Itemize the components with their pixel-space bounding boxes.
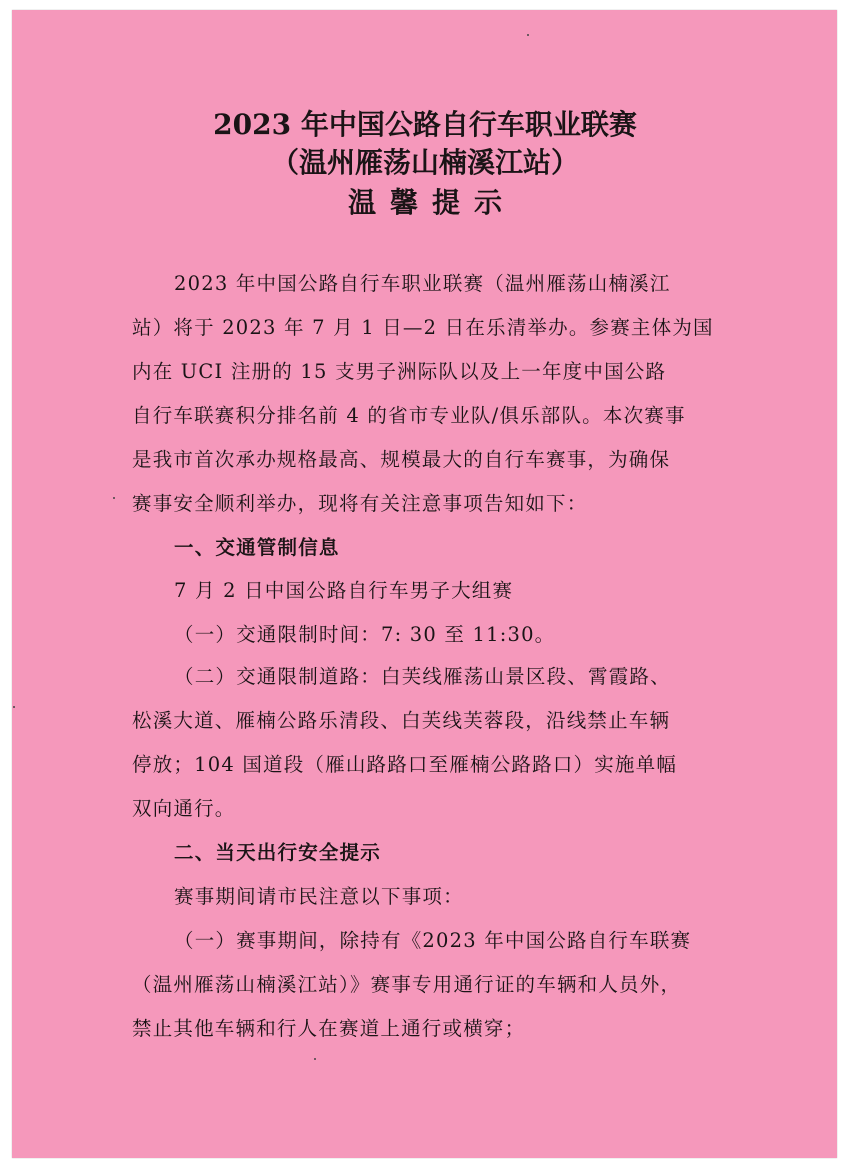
section-1-event: 7 月 2 日中国公路自行车男子大组赛 [174,579,514,602]
intro-line: 内在 UCI 注册的 15 支男子洲际队以及上一年度中国公路 [132,360,667,383]
intro-line: 自行车联赛积分排名前 4 的省市专业队/俱乐部队。本次赛事 [132,404,686,427]
scan-speck [314,1058,316,1060]
section-1-item-2-line: 松溪大道、雁楠公路乐清段、白芙线芙蓉段，沿线禁止车辆 [132,709,671,732]
scan-speck [13,706,15,708]
section-2-heading: 二、当天出行安全提示 [174,841,382,864]
intro-line: 赛事安全顺利举办，现将有关注意事项告知如下： [132,492,588,515]
title-line-2: （温州雁荡山楠溪江站） [270,146,579,179]
section-1-item-2-line: （二）交通限制道路：白芙线雁荡山景区段、霄霞路、 [174,665,671,688]
intro-line: 站）将于 2023 年 7 月 1 日—2 日在乐清举办。参赛主体为国 [132,316,714,339]
title-line-3: 温馨提示 [347,186,516,219]
scan-speck [527,34,529,36]
intro-line: 2023 年中国公路自行车职业联赛（温州雁荡山楠溪江 [174,272,671,295]
section-1-heading: 一、交通管制信息 [174,536,340,559]
section-1-item-2-line: 停放；104 国道段（雁山路路口至雁楠公路路口）实施单幅 [132,753,678,776]
section-2-item-1-line: （温州雁荡山楠溪江站）》赛事专用通行证的车辆和人员外， [132,973,682,996]
section-1-item-1: （一）交通限制时间：7: 30 至 11:30。 [174,623,556,646]
section-1-item-2-line: 双向通行。 [132,797,236,820]
section-2-intro: 赛事期间请市民注意以下事项： [174,885,464,908]
intro-line: 是我市首次承办规格最高、规模最大的自行车赛事，为确保 [132,448,671,471]
section-2-item-1-line: 禁止其他车辆和行人在赛道上通行或横穿； [132,1017,526,1040]
section-2-item-1-line: （一）赛事期间，除持有《2023 年中国公路自行车联赛 [174,929,692,952]
scan-speck [113,497,115,499]
title-line-1: 2023 年中国公路自行车职业联赛 [213,108,637,141]
